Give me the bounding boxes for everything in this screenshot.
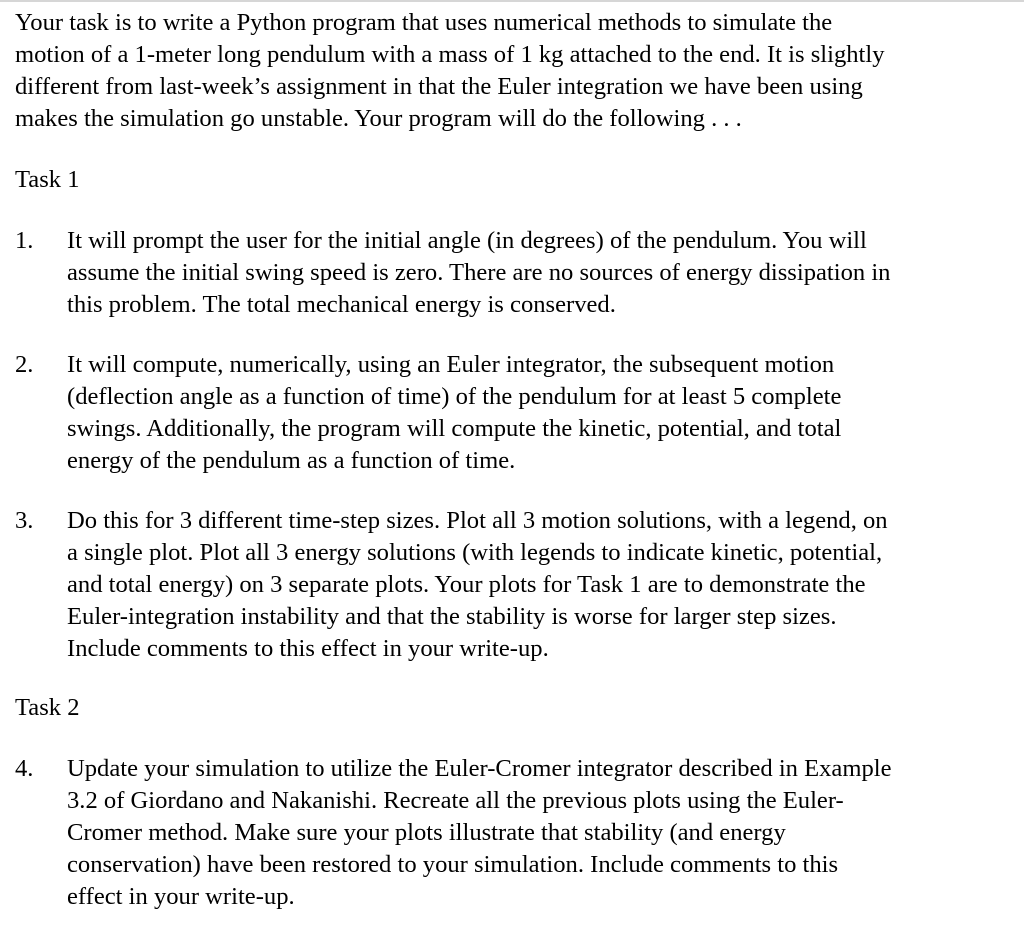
list-item-line: It will prompt the user for the initial angle (in degrees) of the pendulum. You will bbox=[67, 227, 867, 254]
list-item-line: Euler-integration instability and that the stability is worse for larger step sizes. bbox=[67, 603, 837, 630]
intro-line: Your task is to write a Python program that uses numerical methods to simulate the bbox=[15, 9, 833, 36]
list-item-line: 3.2 of Giordano and Nakanishi. Recreate all the previous plots using the Euler- bbox=[67, 787, 844, 814]
list-item-text bbox=[67, 505, 1007, 665]
task1-heading: Task 1 bbox=[15, 166, 80, 193]
list-item-text bbox=[67, 349, 1007, 477]
list-item-line: and total energy) on 3 separate plots. Your plots for Task 1 are to demonstrate the bbox=[67, 571, 866, 598]
list-item-line: effect in your write-up. bbox=[67, 883, 295, 910]
list-item-line: swings. Additionally, the program will compute the kinetic, potential, and total bbox=[67, 415, 842, 442]
list-item-line: conservation) have been restored to your simulation. Include comments to this bbox=[67, 851, 839, 878]
list-number: 2. bbox=[15, 351, 34, 378]
list-item-line: (deflection angle as a function of time) of the pendulum for at least 5 complete bbox=[67, 383, 842, 410]
list-number: 4. bbox=[15, 755, 34, 782]
intro-line: motion of a 1-meter long pendulum with a mass of 1 kg attached to the end. It is slightly bbox=[15, 41, 885, 68]
list-number: 1. bbox=[15, 227, 34, 254]
list-item-line: a single plot. Plot all 3 energy solutions (with legends to indicate kinetic, potential, bbox=[67, 539, 883, 566]
list-item-line: energy of the pendulum as a function of time. bbox=[67, 447, 516, 474]
intro-paragraph bbox=[15, 7, 1005, 135]
list-item-line: this problem. The total mechanical energy is conserved. bbox=[67, 291, 616, 318]
list-item-line: Do this for 3 different time-step sizes. Plot all 3 motion solutions, with a legend, on bbox=[67, 507, 888, 534]
intro-line: makes the simulation go unstable. Your program will do the following . . . bbox=[15, 105, 742, 132]
intro-line: different from last-week’s assignment in that the Euler integration we have been using bbox=[15, 73, 863, 100]
list-item-line: It will compute, numerically, using an Euler integrator, the subsequent motion bbox=[67, 351, 835, 378]
list-item-text bbox=[67, 753, 1007, 913]
list-item-line: Cromer method. Make sure your plots illustrate that stability (and energy bbox=[67, 819, 786, 846]
list-item-line: assume the initial swing speed is zero. There are no sources of energy dissipation in bbox=[67, 259, 891, 286]
list-number: 3. bbox=[15, 507, 34, 534]
list-item-line: Update your simulation to utilize the Euler-Cromer integrator described in Example bbox=[67, 755, 892, 782]
list-item-text bbox=[67, 225, 1007, 321]
list-item-line: Include comments to this effect in your write-up. bbox=[67, 635, 549, 662]
task2-heading: Task 2 bbox=[15, 694, 80, 721]
